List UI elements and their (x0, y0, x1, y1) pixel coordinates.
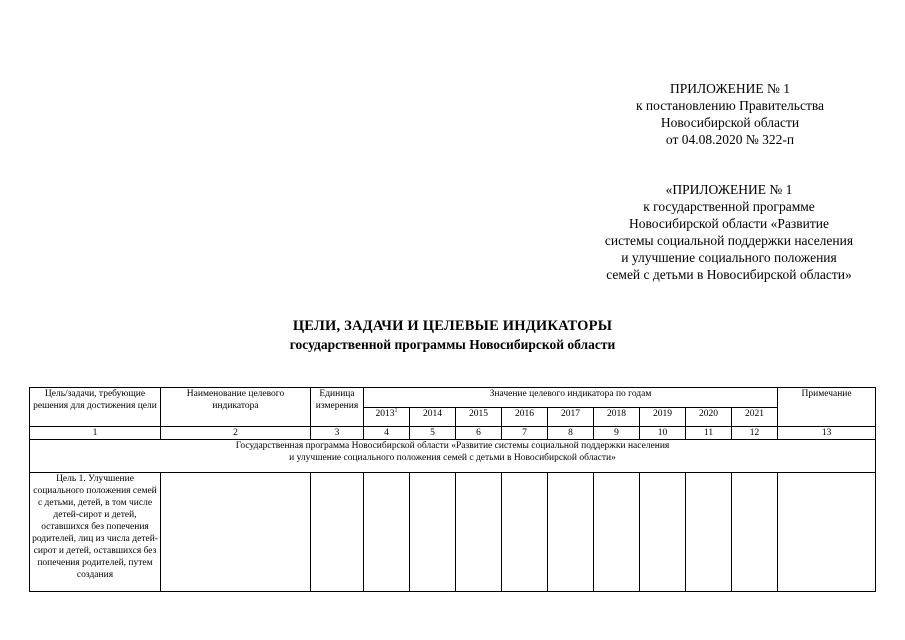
annex-line: «ПРИЛОЖЕНИЕ № 1 (665, 182, 793, 197)
column-number: 7 (502, 427, 548, 440)
empty-cell (548, 473, 594, 592)
empty-cell (640, 473, 686, 592)
annex-line: от 04.08.2020 № 322-п (665, 132, 795, 147)
column-number: 9 (594, 427, 640, 440)
empty-cell (410, 473, 456, 592)
annex-line: к государственной программе (643, 199, 815, 214)
annex-header-resolution (590, 80, 870, 148)
column-number: 5 (410, 427, 456, 440)
header-year: 2019 (640, 408, 686, 427)
header-year: 2018 (594, 408, 640, 427)
column-number: 13 (778, 427, 876, 440)
header-values: Значение целевого индикатора по годам (364, 388, 778, 408)
header-note: Примечание (778, 388, 876, 427)
annex-line: Новосибирской области «Развитие (629, 216, 829, 231)
table-row (30, 473, 876, 592)
program-title-line: и улучшение социального положения семей с детьми в Новосибирской области» (289, 453, 616, 463)
empty-cell (732, 473, 778, 592)
header-year: 2013$^1$ (364, 408, 410, 427)
empty-cell (364, 473, 410, 592)
document-title: ЦЕЛИ, ЗАДАЧИ И ЦЕЛЕВЫЕ ИНДИКАТОРЫ (292, 318, 613, 334)
empty-cell (778, 473, 876, 592)
header-indicator: Наименование целевого индикатора (161, 388, 311, 427)
header-year: 2016 (502, 408, 548, 427)
header-year: 2015 (456, 408, 502, 427)
empty-cell (311, 473, 364, 592)
header-goal: Цель/задачи, требующие решения для достижения цели (30, 388, 161, 427)
column-number: 11 (686, 427, 732, 440)
annex-line: Новосибирской области (660, 115, 800, 130)
empty-cell (686, 473, 732, 592)
annex-line: к постановлению Правительства (635, 98, 825, 113)
header-year: 2020 (686, 408, 732, 427)
goal-cell: Цель 1. Улучшение социального положения семей с детьми, детей, в том числе детей-сирот и детей, оставшихся без попечения родителей, лиц из числа детей-сирот и детей, оставшихся без попечения родителей, путем создания (30, 473, 161, 592)
column-number-row (30, 427, 876, 440)
program-title-line: Государственная программа Новосибирской области «Развитие системы социальной поддержки населения (235, 441, 670, 451)
column-number: 10 (640, 427, 686, 440)
column-number: 2 (161, 427, 311, 440)
empty-cell (161, 473, 311, 592)
header-year: 2021 (732, 408, 778, 427)
program-title-cell (30, 440, 876, 473)
empty-cell (594, 473, 640, 592)
empty-cell (502, 473, 548, 592)
program-row (30, 440, 876, 473)
indicators-table (29, 387, 876, 592)
column-number: 3 (311, 427, 364, 440)
column-number: 12 (732, 427, 778, 440)
empty-cell (456, 473, 502, 592)
annex-line: и улучшение социального положения (621, 250, 837, 265)
annex-line: семей с детьми в Новосибирской области» (606, 267, 852, 282)
column-number: 1 (30, 427, 161, 440)
annex-header-program (578, 181, 880, 283)
annex-line: системы социальной поддержки населения (604, 233, 854, 248)
document-subtitle: государственной программы Новосибирской области (289, 337, 616, 352)
header-unit: Единица измерения (311, 388, 364, 427)
header-year: 2014 (410, 408, 456, 427)
column-number: 8 (548, 427, 594, 440)
annex-line: ПРИЛОЖЕНИЕ № 1 (669, 81, 791, 96)
column-number: 4 (364, 427, 410, 440)
column-number: 6 (456, 427, 502, 440)
header-year: 2017 (548, 408, 594, 427)
